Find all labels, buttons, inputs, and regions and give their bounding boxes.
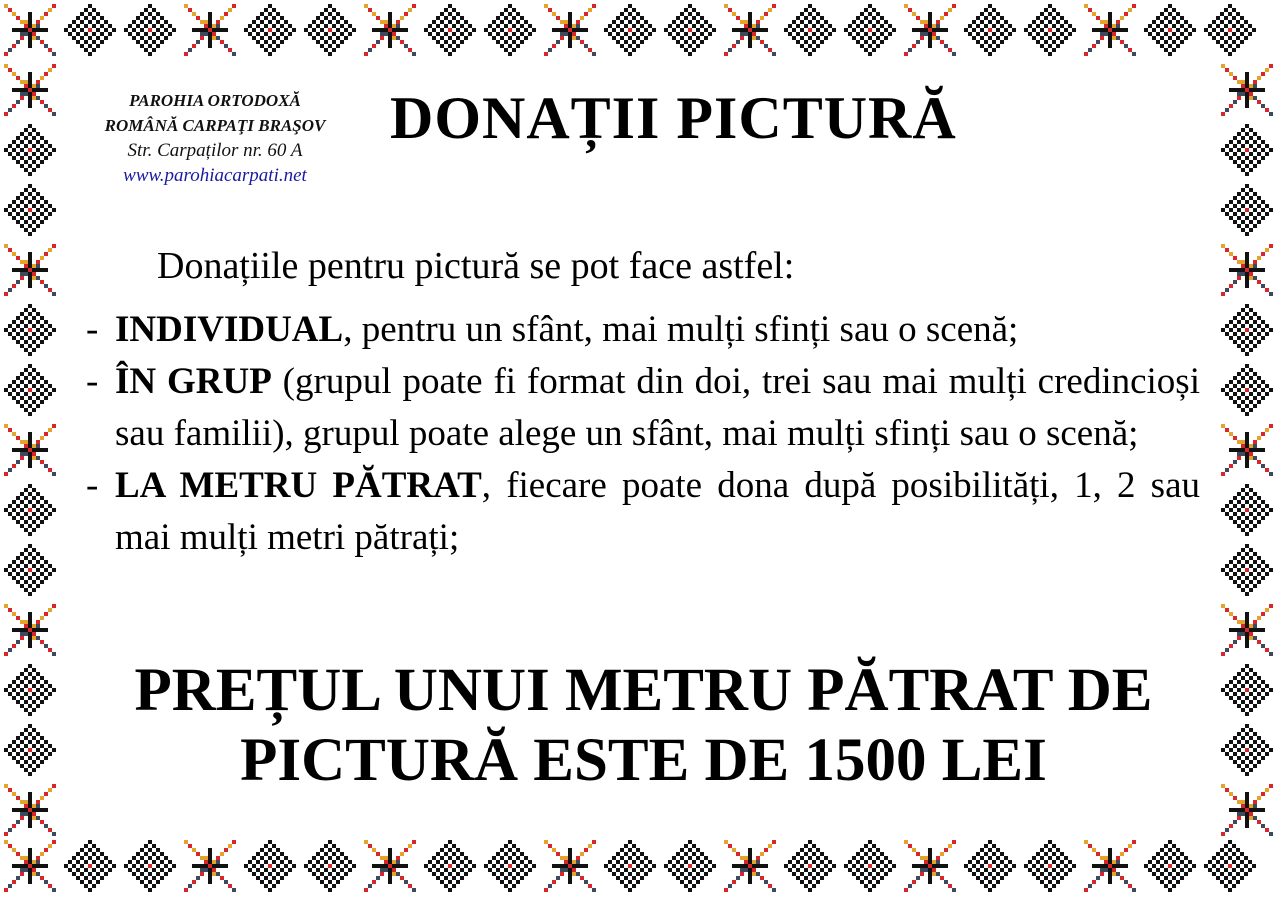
star-motif-icon [1080, 0, 1140, 60]
price-line-1: PREȚUL UNUI METRU PĂTRAT DE [134, 657, 1153, 724]
parish-name-line1: PAROHIA ORTODOXĂ [129, 91, 301, 110]
diamond-motif-icon [420, 836, 480, 896]
diamond-motif-icon [780, 836, 840, 896]
star-motif-icon [1217, 60, 1277, 120]
diamond-motif-icon [0, 660, 60, 720]
star-motif-icon [0, 836, 60, 896]
diamond-motif-icon [1217, 120, 1277, 180]
donation-options-list [86, 304, 1200, 564]
list-item [86, 460, 1200, 564]
parish-website: www.parohiacarpati.net [123, 165, 307, 186]
diamond-motif-icon [300, 836, 360, 896]
star-motif-icon [0, 60, 60, 120]
star-motif-icon [1217, 600, 1277, 660]
star-motif-icon [0, 0, 60, 60]
diamond-motif-icon [60, 836, 120, 896]
list-item-body [115, 460, 1200, 564]
star-motif-icon [0, 240, 60, 300]
diamond-motif-icon [1200, 836, 1260, 896]
diamond-motif-icon [1020, 836, 1080, 896]
diamond-motif-icon [1217, 540, 1277, 600]
diamond-motif-icon [0, 720, 60, 780]
list-dash: - [86, 309, 99, 350]
star-motif-icon [540, 0, 600, 60]
diamond-motif-icon [0, 480, 60, 540]
border-right [1217, 60, 1287, 840]
diamond-motif-icon [960, 0, 1020, 60]
price-statement [70, 656, 1217, 796]
diamond-motif-icon [0, 360, 60, 420]
diamond-motif-icon [600, 836, 660, 896]
parish-name-line2: ROMÂNĂ CARPAŢI BRAŞOV [104, 116, 326, 135]
option-name: ÎN GRUP [115, 361, 272, 402]
diamond-motif-icon [960, 836, 1020, 896]
diamond-motif-icon [240, 0, 300, 60]
diamond-motif-icon [480, 0, 540, 60]
price-line-2: PICTURĂ ESTE DE 1500 LEI [240, 727, 1047, 794]
diamond-motif-icon [1020, 0, 1080, 60]
border-top [0, 0, 1287, 70]
star-motif-icon [720, 836, 780, 896]
star-motif-icon [540, 836, 600, 896]
diamond-motif-icon [1200, 0, 1260, 60]
option-description: , pentru un sfânt, mai mulți sfinți sau o scenă; [343, 309, 1019, 350]
star-motif-icon [180, 0, 240, 60]
star-motif-icon [1217, 780, 1277, 840]
parish-address: Str. Carpaților nr. 60 A [127, 140, 303, 161]
diamond-motif-icon [60, 0, 120, 60]
option-description: , fiecare poate dona după posibilități, 1, 2 sau mai mulți metri pătrați; [115, 465, 1201, 558]
star-motif-icon [0, 780, 60, 840]
diamond-motif-icon [840, 0, 900, 60]
diamond-motif-icon [120, 836, 180, 896]
diamond-motif-icon [660, 0, 720, 60]
star-motif-icon [180, 836, 240, 896]
list-item [86, 304, 1200, 356]
star-motif-icon [900, 836, 960, 896]
star-motif-icon [0, 600, 60, 660]
diamond-motif-icon [240, 836, 300, 896]
diamond-motif-icon [480, 836, 540, 896]
diamond-motif-icon [120, 0, 180, 60]
star-motif-icon [900, 0, 960, 60]
diamond-motif-icon [1217, 660, 1277, 720]
border-left [0, 60, 70, 840]
border-bottom [0, 836, 1287, 906]
list-item-body [115, 356, 1200, 460]
star-motif-icon [1217, 420, 1277, 480]
diamond-motif-icon [0, 540, 60, 600]
diamond-motif-icon [660, 836, 720, 896]
diamond-motif-icon [840, 836, 900, 896]
diamond-motif-icon [1217, 720, 1277, 780]
diamond-motif-icon [0, 180, 60, 240]
diamond-motif-icon [1217, 360, 1277, 420]
diamond-motif-icon [1217, 300, 1277, 360]
list-dash: - [86, 465, 99, 506]
diamond-motif-icon [1217, 480, 1277, 540]
diamond-motif-icon [420, 0, 480, 60]
star-motif-icon [720, 0, 780, 60]
intro-text: Donațiile pentru pictură se pot face astfel: [157, 245, 795, 287]
diamond-motif-icon [0, 120, 60, 180]
diamond-motif-icon [300, 0, 360, 60]
star-motif-icon [1217, 240, 1277, 300]
diamond-motif-icon [1140, 836, 1200, 896]
list-dash: - [86, 361, 99, 402]
option-name: LA METRU PĂTRAT [115, 465, 482, 506]
option-name: INDIVIDUAL [115, 309, 344, 350]
star-motif-icon [0, 420, 60, 480]
diamond-motif-icon [0, 300, 60, 360]
list-item [86, 356, 1200, 460]
option-description: (grupul poate fi format din doi, trei sau mai mulți credincioși sau familii), grupul poate alege un sfânt, mai mulți sfinți sau o scenă; [115, 361, 1200, 454]
diamond-motif-icon [600, 0, 660, 60]
parish-header [62, 88, 368, 188]
star-motif-icon [360, 0, 420, 60]
diamond-motif-icon [780, 0, 840, 60]
list-item-body [115, 304, 1200, 356]
star-motif-icon [360, 836, 420, 896]
star-motif-icon [1080, 836, 1140, 896]
diamond-motif-icon [1217, 180, 1277, 240]
diamond-motif-icon [1140, 0, 1200, 60]
page-title: DONAȚII PICTURĂ [390, 85, 957, 151]
